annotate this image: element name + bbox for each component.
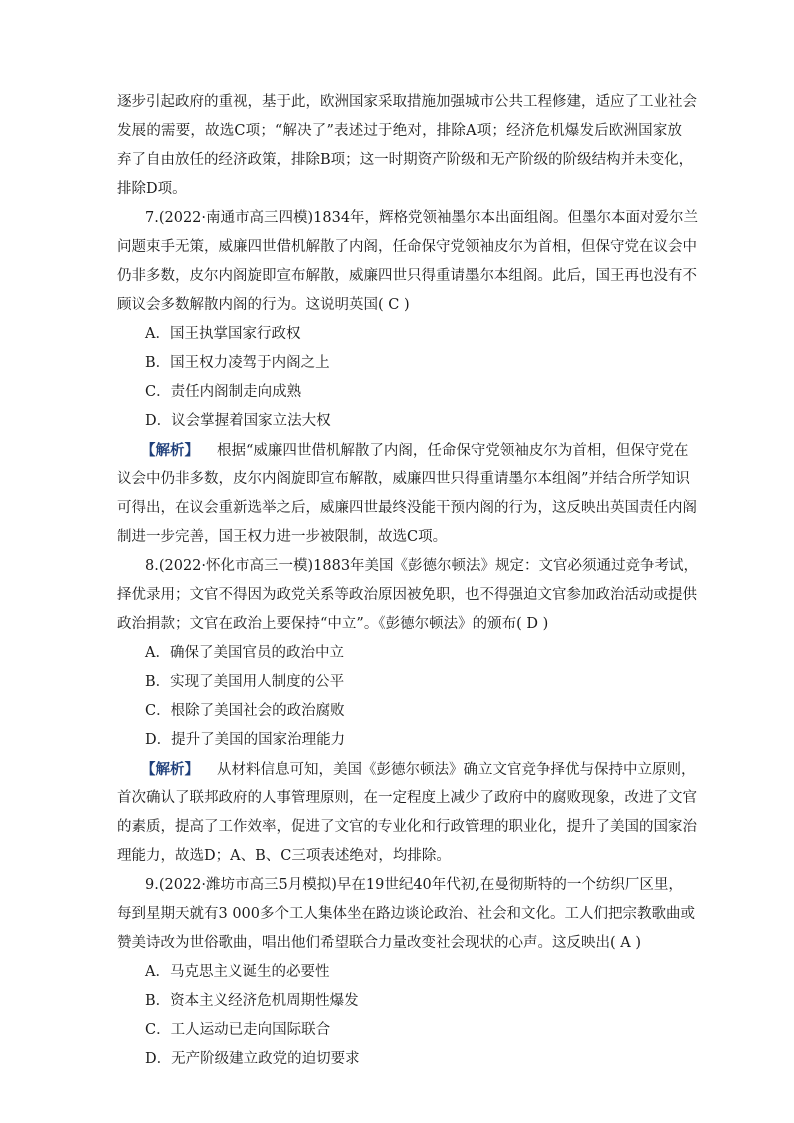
text-line: 择优录用；文官不得因为政党关系等政治原因被免职，也不得强迫文官参加政治活动或提供 (117, 587, 697, 603)
text-line: 问题束手无策，威廉四世借机解散了内阁，任命保守党领袖皮尔为首相，但保守党在议会中 (117, 239, 697, 255)
text-line: 的素质，提高了工作效率，促进了文官的专业化和行政管理的职业化，提升了美国的国家治 (117, 819, 697, 835)
option-c: C．责任内阁制走向成熟 (145, 384, 302, 400)
analysis-text: 根据“威廉四世借机解散了内阁，任命保守党领袖皮尔为首相，但保守党在 (217, 443, 689, 459)
option-a: A．国王执掌国家行政权 (145, 326, 301, 342)
text-line: 顾议会多数解散内阁的行为。这说明英国( C ) (117, 297, 410, 313)
option-b: B．国王权力凌驾于内阁之上 (145, 355, 330, 371)
document-body (117, 88, 699, 1074)
analysis-text: 从材料信息可知，美国《彭德尔顿法》确立文官竞争择优与保持中立原则， (217, 762, 696, 778)
text-line: 逐步引起政府的重视，基于此，欧洲国家采取措施加强城市公共工程修建，适应了工业社会 (117, 94, 697, 110)
option-d: D．无产阶级建立政党的迫切要求 (145, 1051, 360, 1067)
analysis-tag: 【解析】 (141, 442, 199, 459)
question-8-stem: 8.(2022·怀化市高三一模)1883年美国《彭德尔顿法》规定：文官必须通过竞争考试， (145, 558, 699, 574)
text-line: 赞美诗改为世俗歌曲，唱出他们希望联合力量改变社会现状的心声。这反映出( A ) (117, 935, 642, 951)
text-line: 仍非多数，皮尔内阁旋即宣布解散，威廉四世只得重请墨尔本组阁。此后，国王再也没有不 (117, 268, 697, 284)
text-line: 可得出，在议会重新选举之后，威廉四世最终没能干预内阁的行为，这反映出英国责任内阁 (117, 500, 697, 516)
text-line: 首次确认了联邦政府的人事管理原则，在一定程度上减少了政府中的腐败现象，改进了文官 (117, 790, 697, 806)
question-9-stem: 9.(2022·潍坊市高三5月模拟)早在19世纪40年代初,在曼彻斯特的一个纺织厂区里， (145, 877, 683, 893)
text-line: 政治捐款；文官在政治上要保持“中立”。《彭德尔顿法》的颁布( D ) (117, 616, 549, 632)
option-a: A．确保了美国官员的政治中立 (145, 645, 344, 661)
analysis-line (117, 755, 696, 784)
text-line: 制进一步完善，国王权力进一步被限制，故选C项。 (117, 529, 448, 545)
option-d: D．议会掌握着国家立法大权 (145, 413, 331, 429)
option-b: B．资本主义经济危机周期性爆发 (145, 993, 359, 1009)
option-b: B．实现了美国用人制度的公平 (145, 674, 345, 690)
text-line: 理能力，故选D；A、B、C三项表述绝对，均排除。 (117, 848, 451, 864)
option-c: C．根除了美国社会的政治腐败 (145, 703, 345, 719)
text-line: 发展的需要，故选C项；“解决了”表述过于绝对，排除A项；经济危机爆发后欧洲国家放 (117, 123, 682, 139)
option-a: A．马克思主义诞生的必要性 (145, 964, 330, 980)
analysis-line (117, 436, 689, 465)
text-line: 排除D项。 (117, 181, 187, 197)
option-c: C．工人运动已走向国际联合 (145, 1022, 331, 1038)
option-d: D．提升了美国的国家治理能力 (145, 732, 346, 748)
text-line: 每到星期天就有3 000多个工人集体坐在路边谈论政治、社会和文化。工人们把宗教歌曲或 (117, 906, 696, 922)
analysis-tag: 【解析】 (141, 761, 199, 778)
text-line: 弃了自由放任的经济政策，排除B项；这一时期资产阶级和无产阶级的阶级结构并未变化， (117, 152, 694, 168)
text-line: 议会中仍非多数，皮尔内阁旋即宣布解散，威廉四世只得重请墨尔本组阁”并结合所学知识 (117, 471, 690, 487)
question-7-stem: 7.(2022·南通市高三四模)1834年，辉格党领袖墨尔本出面组阁。但墨尔本面对爱尔兰 (145, 210, 699, 226)
